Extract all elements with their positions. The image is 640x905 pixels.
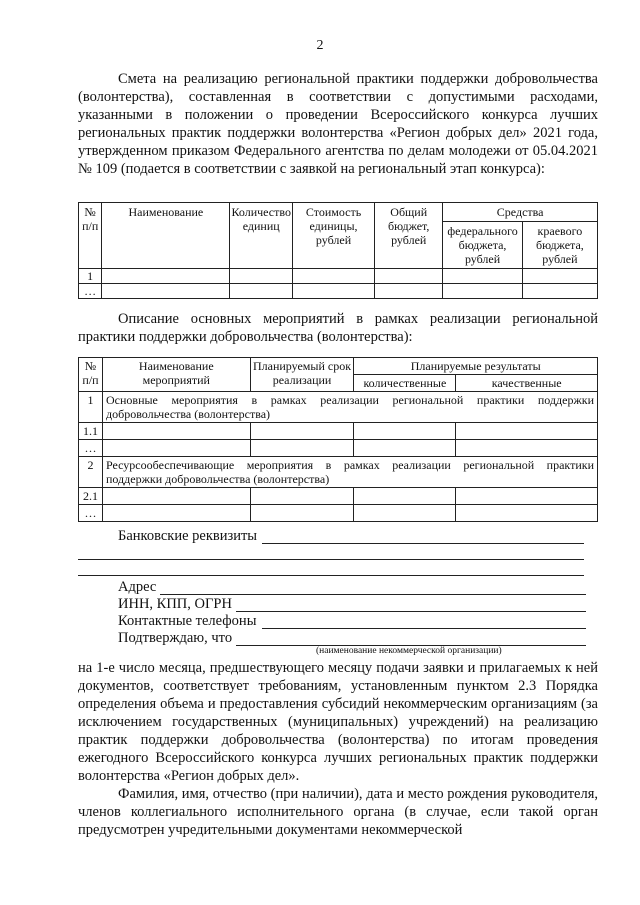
address-label: Адрес (118, 579, 157, 595)
budget-row-num: 1 (79, 269, 102, 284)
table-row (79, 269, 598, 284)
inn-line (236, 611, 586, 612)
budget-row-num: … (79, 284, 102, 299)
table-row (79, 284, 598, 299)
bank-requisites-line-3 (78, 575, 584, 576)
events-intro-paragraph: Описание основных мероприятий в рамках реализации региональной практики поддержки добровольчества (волонтерства): (78, 311, 598, 345)
page-number: 2 (316, 38, 324, 53)
events-table-header-row (79, 358, 598, 375)
events-header-term: Планируемый срок реализации (250, 358, 354, 392)
events-section-row (79, 392, 598, 423)
budget-header-cost: Стоимость единицы, рублей (292, 203, 374, 269)
events-section-title: Ресурсообеспечивающие мероприятия в рамках реализации региональной практики поддержки добровольчества (волонтерства) (102, 457, 597, 488)
events-row-num: 1.1 (79, 423, 103, 440)
events-row-num: … (79, 440, 103, 457)
events-section-title: Основные мероприятия в рамках реализации региональной практики поддержки добровольчества (волонтерства) (102, 392, 597, 423)
events-row-num: … (79, 505, 103, 522)
events-header-results: Планируемые результаты (354, 358, 598, 375)
table-row (79, 423, 598, 440)
events-section-row (79, 457, 598, 488)
budget-header-qty: Количество единиц (230, 203, 292, 269)
table-row (79, 505, 598, 522)
confirm-paragraph: на 1-е число месяца, предшествующего месяцу подачи заявки и прилагаемых к ней документов, соответствует требованиям, установленным пунктом 2.3 Порядка определения объема и предоставления субсидий некоммерческим организациям (за исключением государственных (муниципальных) учреждений) на реализацию практик поддержки добровольчества (волонтерства) по итогам проведения ежегодного Всероссийского конкурса лучших региональных практик поддержки волонтерства «Регион добрых дел». (78, 660, 598, 784)
events-header-name: Наименование мероприятий (102, 358, 250, 392)
bank-requisites-label: Банковские реквизиты (118, 528, 258, 544)
table-row (79, 440, 598, 457)
org-name-caption: (наименование некоммерческой организации) (316, 646, 502, 656)
budget-header-federal: федерального бюджета, рублей (443, 222, 523, 269)
budget-intro-paragraph: Смета на реализацию региональной практики поддержки добровольчества (волонтерства), составленная в соответствии с допустимыми расходами, указанными в положении о проведении Всероссийского конкурса лучших региональных практик поддержки волонтерства «Регион добрых дел» 2021 года, утвержденном приказом Федерального агентства по делам молодежи от 05.04.2021 № 109 (подается в соответствии с заявкой на региональный этап конкурса): (78, 71, 598, 177)
budget-header-name: Наименование (102, 203, 230, 269)
inn-label: ИНН, КПП, ОГРН (118, 596, 232, 612)
events-header-num: № п/п (79, 358, 103, 392)
budget-header-total: Общий бюджет, рублей (375, 203, 443, 269)
events-table (78, 357, 598, 522)
events-row-num: 2.1 (79, 488, 103, 505)
events-header-qual: качественные (456, 375, 598, 392)
budget-table (78, 202, 598, 299)
events-section-num: 1 (79, 392, 103, 423)
events-section-num: 2 (79, 457, 103, 488)
table-row (79, 488, 598, 505)
budget-header-num: № п/п (79, 203, 102, 269)
bank-requisites-line-2 (78, 559, 584, 560)
fio-paragraph: Фамилия, имя, отчество (при наличии), дата и место рождения руководителя, членов коллегиального исполнительного органа (в случае, если такой орган предусмотрен учредительными документами некоммерческой (78, 786, 598, 838)
phones-label: Контактные телефоны (118, 613, 257, 629)
budget-header-regional: краевого бюджета, рублей (522, 222, 597, 269)
phones-line (262, 628, 586, 629)
budget-table-header-row (79, 203, 598, 222)
events-header-quant: количественные (354, 375, 456, 392)
budget-header-funds: Средства (443, 203, 598, 222)
confirm-label: Подтверждаю, что (118, 630, 233, 646)
bank-requisites-line (262, 543, 584, 544)
